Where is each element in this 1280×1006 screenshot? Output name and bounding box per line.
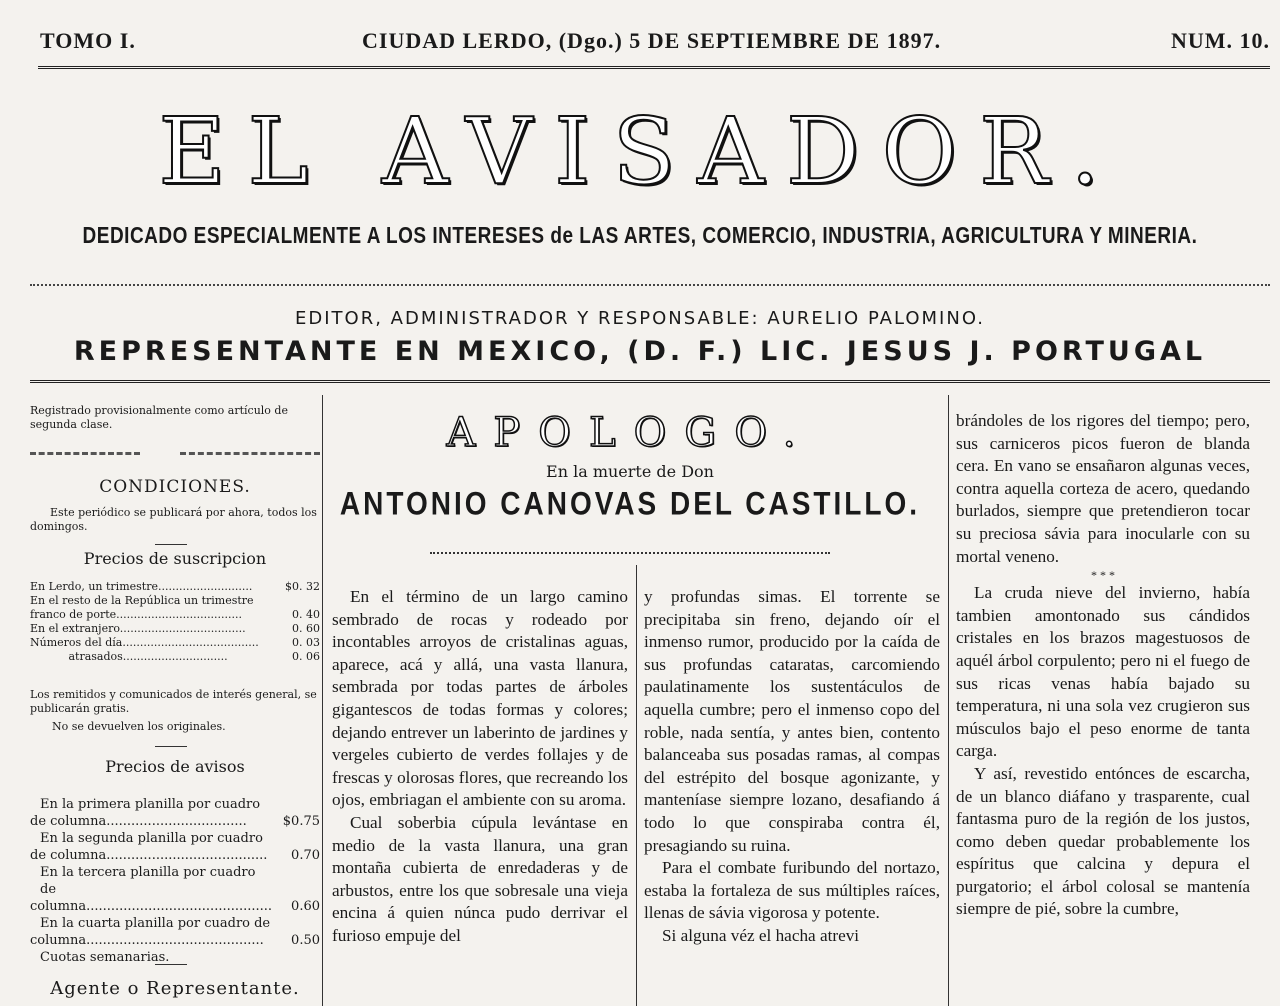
paragraph: brándoles de los rigores del tiempo; pero, sus carniceros picos fueron de blanda cera. En vano se ensañaron algunas veces, contra aquella corteza de acero, quedando burlados, siempre que pretendieron tocar su preciosa sávia para inocularle con su mortal veneno. <box>956 411 1250 566</box>
newspaper-title: EL AVISADOR. <box>158 98 1122 205</box>
paragraph: Y así, revestido entónces de escarcha, de un blanco diáfano y trasparente, cual fantasma puro de la región de los justos, como deben quedar probablemente los espíritus que calcina y depura el purgatorio; el árbol colosal se mantenía siempre de pié, sobre la cumbre, <box>956 763 1250 919</box>
table-row: En la cuarta planilla por cuadro de <box>40 916 271 931</box>
remitidos-note: Los remitidos y comunicados de interés general, se publicarán gratis. <box>30 688 317 715</box>
paragraph: y profundas simas. El torrente se precipitaba sin freno, dejando oír el inmenso rumor, producido por la caída de sus profundas cataratas, carcomiendo paulatinamente los sustentáculos de aquella cumbre; pero el inmenso copo del roble, nada sentía, y antes bien, contento balanceaba sus posadas ramas, al compas del estrépito del bosque agonizante, y manteníase siempre lozano, desafiando á todo lo que conspiraba contra él, presagiando su ruina. <box>644 587 940 855</box>
paragraph: Si alguna véz el hacha atrevi <box>662 925 860 945</box>
article-column-2 <box>644 586 940 948</box>
separator <box>30 452 140 455</box>
separator <box>155 964 187 965</box>
masthead-rule <box>30 284 1270 286</box>
table-row: Números del día....................................... 0. 03 <box>30 636 320 649</box>
paragraph: Para el combate furibundo del nortazo, estaba la fortaleza de sus múltiples raíces, llenas de sávia vigorosa y potente. <box>644 858 940 923</box>
conditions-text: Este periódico se publicará por ahora, todos los domingos. <box>30 506 317 533</box>
dateline-bar <box>40 28 1270 58</box>
paragraph: Cual soberbia cúpula levántase en medio de la vasta llanura, una gran montaña cubierta de enredaderas y de arbustos, entre los que sobresale una vieja encina á quien núnca pudo derrivar el furioso empuje del <box>332 812 628 945</box>
column-divider-1 <box>322 395 323 1006</box>
table-row: de columna.................................. $0.75 <box>30 814 320 829</box>
section-stars: * * * <box>1091 568 1115 583</box>
table-row: Cuotas semanarias. <box>40 950 170 965</box>
dateline: CIUDAD LERDO, (Dgo.) 5 DE SEPTIEMBRE DE 1897. <box>362 28 942 53</box>
table-row: franco de porte.................................... 0. 40 <box>30 608 320 621</box>
table-row: columna............................................. 0.60 <box>30 899 320 914</box>
article-subtitle: En la muerte de Don <box>546 462 714 481</box>
article-title: APOLOGO. <box>446 410 814 456</box>
separator <box>155 544 187 545</box>
table-row: En el extranjero.................................... 0. 60 <box>30 622 320 635</box>
top-rule <box>38 66 1270 69</box>
table-row: columna........................................... 0.50 <box>30 933 320 948</box>
paragraph: La cruda nieve del invierno, había tambien amontonado sus cándidos cristales en los brazos magestuosos de aquél árbol corpulento; pero ni el fuego de sus ricas venas había bajado su temperatura, ni una sola vez crugieron sus músculos bajo el peso enorme de tanta carga. <box>956 583 1250 761</box>
issue-number: NUM. 10. <box>1170 28 1270 53</box>
conditions-heading: CONDICIONES. <box>99 477 251 497</box>
subscription-prices <box>30 580 320 664</box>
table-row: de columna....................................... 0.70 <box>30 848 320 863</box>
registration-note: Registrado provisionalmente como artículo de segunda clase. <box>30 404 288 431</box>
separator <box>180 452 320 455</box>
editor-line: EDITOR, ADMINISTRADOR Y RESPONSABLE: AURELIO PALOMINO. <box>295 308 985 329</box>
separator <box>155 746 187 747</box>
table-row: En la primera planilla por cuadro <box>40 797 261 812</box>
article-subject-name: ANTONIO CANOVAS DEL CASTILLO. <box>339 485 921 522</box>
article-column-3 <box>956 410 1250 921</box>
article-rule <box>430 552 830 554</box>
paragraph: En el término de un largo camino sembrado de rocas y rodeado por incontables arroyos de cristalinas aguas, aparece, acá y allá, una vasta llanura, sembrada por todas partes de árboles gigantescos de todas formas y colores; dejando entrever un laberinto de jardines y vergeles cubierto de verdes follajes y de frescas y olorosas flores, que recreando los ojos, embriagan el ambiente con su aroma. <box>332 587 628 810</box>
ad-prices <box>30 796 320 966</box>
article-column-1 <box>332 586 628 948</box>
volume-label: TOMO I. <box>40 28 136 53</box>
dedication: DEDICADO ESPECIALMENTE A LOS INTERESES de LAS ARTES, COMERCIO, INDUSTRIA, AGRICULTURA Y MINERIA. <box>82 223 1198 249</box>
ads-heading: Precios de avisos <box>105 757 245 776</box>
table-row: En la tercera planilla por cuadro de <box>40 865 256 897</box>
table-row: En el resto de la República un trimestre <box>30 594 254 607</box>
table-row: En Lerdo, un trimestre........................... $0. 32 <box>30 580 320 593</box>
table-row: atrasados.............................. 0. 06 <box>30 650 320 663</box>
table-row: En la segunda planilla por cuadro <box>40 831 263 846</box>
header-bottom-rule <box>30 380 1270 383</box>
column-divider-2 <box>948 395 949 1006</box>
agent-heading: Agente o Representante. <box>50 978 300 999</box>
representative-line: REPRESENTANTE EN MEXICO, (D. F.) LIC. JESUS J. PORTUGAL <box>73 336 1207 367</box>
subscription-heading: Precios de suscripcion <box>83 549 267 568</box>
column-divider-article <box>636 565 637 1006</box>
originals-note: No se devuelven los originales. <box>52 720 226 733</box>
